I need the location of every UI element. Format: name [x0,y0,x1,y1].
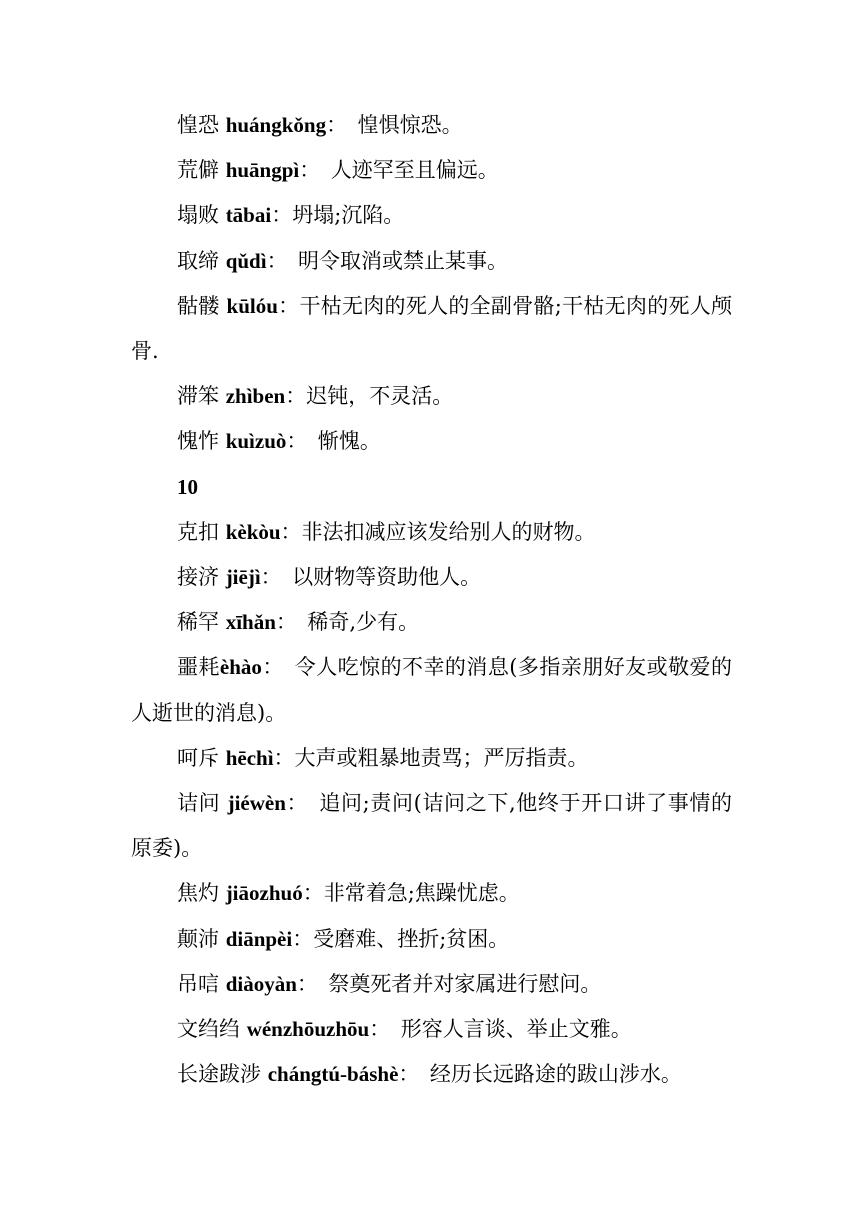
section-number-label: 10 [177,474,198,499]
entry-kulou [0,284,860,374]
entry-separator: ： [285,791,298,816]
entry-separator: ： [277,293,300,318]
entry-pinyin: diàoyàn [225,971,297,996]
entry-pinyin: jiāozhuó [225,881,303,906]
entry-separator: ： [296,971,308,996]
entry-zhiben [0,374,860,419]
entry-definition: 非常着急;焦躁忧虑。 [323,881,520,906]
entry-definition: 明令取消或禁止某事。 [277,248,509,273]
entry-diaoyan [0,962,860,1007]
entry-jiaozhuo [0,871,860,916]
entry-definition: 经历长远路途的跋山涉水。 [408,1062,682,1087]
entry-pinyin: jiējì [225,565,261,590]
entry-pinyin: diānpèi [225,926,293,951]
entry-term: 文绉绉 [177,1017,240,1042]
entry-dianpei [0,917,860,962]
entry-term: 颠沛 [177,926,219,951]
entry-pinyin: huāngpì [225,158,300,183]
entry-xihan [0,600,860,645]
document-page [0,103,860,1097]
entry-pinyin: wénzhōuzhōu [246,1017,370,1042]
entry-definition: 祭奠死者并对家属进行慰问。 [307,971,602,996]
entry-separator: ： [275,610,287,635]
entry-definition: 非法扣减应该发给别人的财物。 [301,519,596,544]
entry-definition: 迟钝，不灵活。 [306,384,454,409]
entry-pinyin: tābai [225,203,272,228]
entry-pinyin: kèkòu [225,519,281,544]
entry-pinyin: kūlóu [226,293,278,318]
entry-hechi [0,736,860,781]
entry-wenzhouzhou [0,1007,860,1052]
entry-term: 诘问 [177,791,221,816]
entry-term: 长途跋涉 [177,1062,261,1087]
entry-term: 取缔 [177,248,219,273]
entry-definition: 人迹罕至且偏远。 [309,158,499,183]
entry-definition: 形容人言谈、举止文雅。 [379,1017,632,1042]
entry-jieji [0,555,860,600]
entry-definition: 追问;责问(诘问之下,他终于开口讲了事情的原委)。 [131,791,732,861]
entry-term: 呵斥 [177,745,219,770]
entry-separator: ： [299,158,310,183]
entry-term: 克扣 [177,519,219,544]
entry-separator: ： [292,926,314,951]
entry-term: 滞笨 [177,384,219,409]
entry-term: 稀罕 [177,610,219,635]
entry-huangpi [0,148,860,193]
entry-pinyin: huángkǒng [225,113,327,137]
entry-changtubashe [0,1052,860,1097]
entry-kekou [0,510,860,555]
entry-term: 塌败 [177,203,219,228]
entry-term: 荒僻 [177,158,219,183]
entry-jiewen [0,781,860,871]
entry-separator: ： [398,1062,409,1087]
entry-definition: 大声或粗暴地责骂；严厉指责。 [294,745,589,770]
entry-separator: ： [285,384,307,409]
entry-definition: 稀奇,少有。 [286,610,420,635]
entry-term: 噩耗 [177,655,220,680]
entry-term: 愧怍 [177,429,219,454]
entry-separator: ： [261,655,274,680]
entry-definition: 干枯无肉的死人的全副骨骼;干枯无肉的死人颅骨. [131,293,733,364]
entry-term: 焦灼 [177,881,219,906]
entry-separator: ： [280,519,302,544]
entry-tabai [0,193,860,238]
entry-term: 骷髅 [177,293,220,318]
entry-pinyin: xīhǎn [225,610,276,635]
entry-definition: 坍塌;沉陷。 [292,203,405,228]
entry-separator: ： [260,565,272,590]
entry-separator: ： [273,745,295,770]
entry-pinyin: èhào [219,655,262,680]
entry-separator: ： [302,881,324,906]
entry-pinyin: qǔdì [225,248,267,273]
entry-definition: 惶惧惊恐。 [336,113,463,137]
entry-term: 吊唁 [177,971,219,996]
entry-definition: 受磨难、挫折;贫困。 [313,926,510,951]
entry-definition: 令人吃惊的不幸的消息(多指亲朋好友或敬爱的人逝世的消息)。 [131,655,732,725]
entry-term: 惶恐 [177,113,219,137]
entry-separator: ： [369,1017,380,1042]
entry-separator: ： [286,429,297,454]
entry-pinyin: hēchì [225,745,274,770]
entry-kuizuo [0,419,860,464]
entry-definition: 以财物等资助他人。 [271,565,482,590]
entry-separator: ： [266,248,278,273]
entry-pinyin: kuìzuò [225,429,287,454]
entry-qudi [0,239,860,284]
entry-ehao [0,645,860,735]
entry-separator: ： [326,113,337,137]
entry-huangkong [0,103,860,148]
entry-pinyin: chángtú-báshè [267,1062,399,1087]
section-number [0,465,860,510]
entry-definition: 惭愧。 [296,429,381,454]
entry-term: 接济 [177,565,219,590]
entry-pinyin: zhìben [225,384,286,409]
entry-separator: ： [271,203,293,228]
entry-pinyin: jiéwèn [227,791,286,816]
